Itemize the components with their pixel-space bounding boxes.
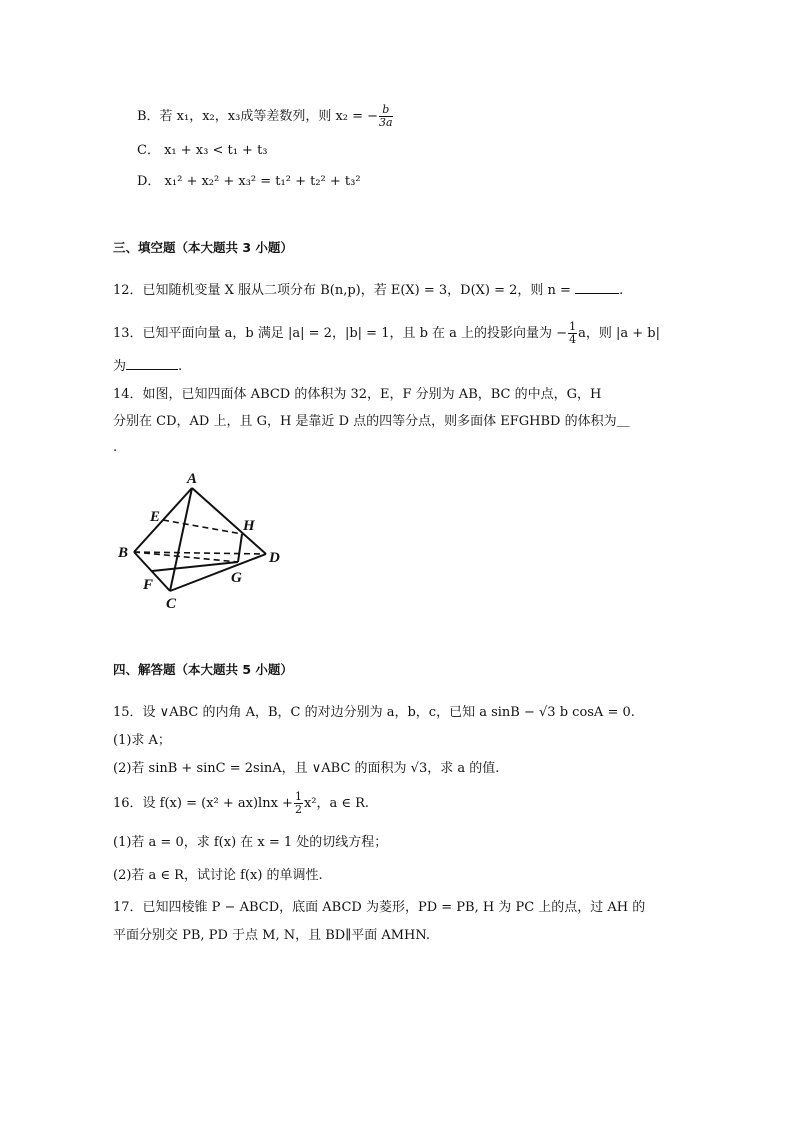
question-12-end: . [619, 283, 624, 298]
question-13-prefix: 为 [113, 359, 127, 374]
vertex-label-d: D [269, 550, 280, 566]
vertex-label-a: A [187, 471, 198, 487]
section-heading-solutions: 四、解答题（本大题共 5 小题） [113, 662, 293, 677]
question-14-line-1: 14．如图，已知四面体 ABCD 的体积为 32，E，F 分别为 AB，BC 的中点，G，H [113, 387, 602, 402]
fraction-numerator: 1 [569, 320, 577, 333]
question-16-line-2: (1)若 a = 0，求 f(x) 在 x = 1 处的切线方程； [113, 835, 388, 850]
option-b [137, 104, 394, 129]
fraction-denominator: 3a [379, 116, 393, 129]
tetrahedron-figure [112, 468, 292, 618]
vertex-label-b: B [118, 545, 129, 561]
question-12 [113, 281, 623, 301]
question-16-line-1 [113, 791, 369, 816]
question-13-fraction [568, 321, 577, 346]
option-d: D． x₁² + x₂² + x₃² = t₁² + t₂² + t₃² [137, 174, 361, 189]
question-16-text-b: x²，a ∈ R. [303, 796, 370, 811]
vertex-label-f: F [143, 577, 154, 593]
question-13-text-a: 13．已知平面向量 a，b 满足 |a| = 2，|b| = 1，且 b 在 a 上的投影向量为 − [113, 326, 568, 341]
answer-blank [126, 357, 178, 370]
question-15-line-2: (1)求 A； [113, 733, 171, 748]
question-13-line-2 [113, 357, 182, 377]
fraction-denominator: 2 [294, 803, 302, 816]
vertex-label-c: C [166, 596, 177, 612]
edge-ac [170, 488, 192, 591]
question-16-fraction [294, 791, 303, 816]
question-13 [113, 321, 660, 346]
option-c: C． x₁ + x₃ < t₁ + t₃ [137, 143, 268, 158]
fraction-numerator: 1 [294, 790, 302, 803]
question-12-text: 12．已知随机变量 X 服从二项分布 B(n,p)，若 E(X) = 3，D(X) = 2，则 n = [113, 283, 571, 298]
fraction-numerator: b [379, 104, 393, 117]
question-16-text-a: 16．设 f(x) = (x² + ax)lnx + [113, 796, 293, 811]
vertex-label-e: E [150, 509, 161, 525]
question-17-line-2: 平面分别交 PB, PD 于点 M, N，且 BD∥平面 AMHN. [113, 928, 431, 943]
edge-ad [192, 488, 266, 554]
question-14-line-3: . [113, 440, 118, 455]
question-15-line-3: (2)若 sinB + sinC = 2sinA，且 ∨ABC 的面积为 √3，求 a 的值. [113, 761, 500, 776]
question-15-line-1: 15．设 ∨ABC 的内角 A，B，C 的对边分别为 a，b，c，已知 a sinB − √3 b cosA = 0. [113, 705, 635, 720]
solid-edges [134, 488, 266, 591]
section-heading-fill-in: 三、填空题（本大题共 3 小题） [113, 240, 293, 255]
option-b-text: B．若 x₁，x₂，x₃成等差数列，则 x₂ = − [137, 109, 379, 124]
edge-bd [134, 552, 266, 554]
question-13-end: . [178, 359, 183, 374]
vertex-label-g: G [231, 570, 242, 586]
option-b-fraction [379, 104, 393, 129]
vertex-label-h: H [243, 518, 255, 534]
question-16-line-3: (2)若 a ∈ R，试讨论 f(x) 的单调性. [113, 868, 323, 883]
question-13-text-b: a，则 |a + b| [578, 326, 660, 341]
question-14-line-2: 分别在 CD，AD 上，且 G，H 是靠近 D 点的四等分点，则多面体 EFGHBD 的体积为＿ [113, 414, 630, 429]
answer-blank [575, 281, 619, 294]
question-17-line-1: 17．已知四棱锥 P − ABCD，底面 ABCD 为菱形，PD = PB, H 为 PC 上的点，过 AH 的 [113, 900, 646, 915]
edge-gh [238, 534, 242, 562]
fraction-denominator: 4 [569, 333, 577, 346]
